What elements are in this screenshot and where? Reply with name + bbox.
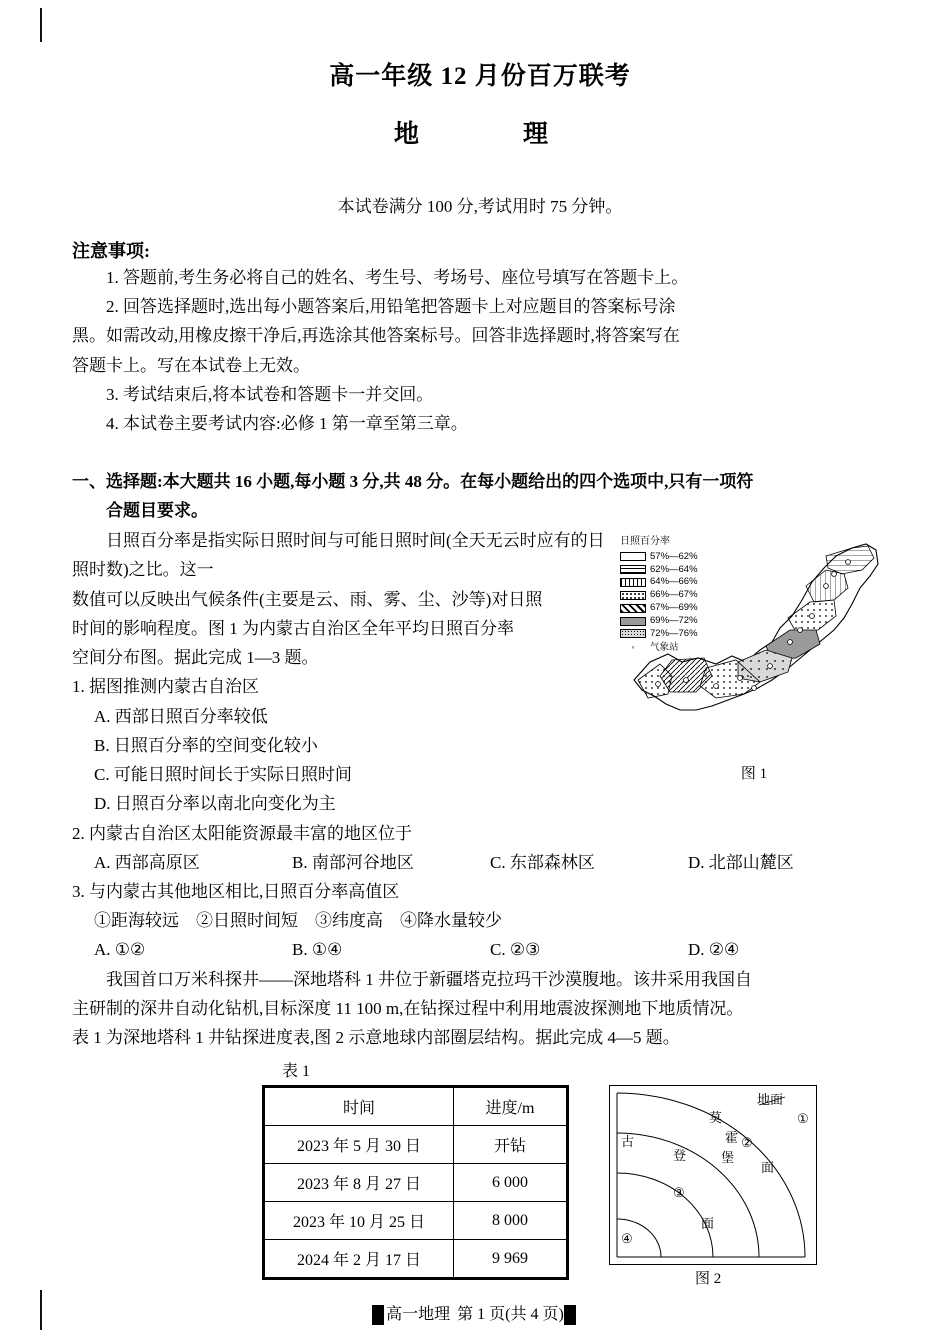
legend-swatch-icon — [620, 552, 646, 561]
notice-item: 3. 考试结束后,将本试卷和答题卡一并交回。 — [106, 384, 434, 404]
figure-1-caption: 图 1 — [740, 766, 768, 783]
map-container — [620, 530, 888, 760]
figure-2-label-moho-1: 莫 — [709, 1110, 723, 1126]
legend-swatch-icon — [620, 565, 646, 574]
notice-item: 1. 答题前,考生务必将自己的姓名、考生号、考场号、座位号填写在答题卡上。 — [106, 268, 689, 287]
legend-row — [620, 564, 698, 576]
table-cell-progress: 开钻 — [454, 1126, 567, 1164]
question-3-option-c: C. ②③ — [490, 940, 541, 960]
legend-swatch-icon — [620, 604, 646, 613]
table-cell-time: 2024 年 2 月 17 日 — [265, 1240, 454, 1278]
page-footer — [0, 1301, 950, 1325]
footer-bar-right — [564, 1305, 576, 1325]
figure-2-label-4: ④ — [621, 1231, 633, 1247]
legend-row — [620, 615, 698, 627]
material-1-line3: 时间的影响程度。图 1 为内蒙古自治区全年平均日照百分率 — [72, 618, 514, 638]
footer-bar-left — [372, 1305, 384, 1325]
question-1-option-b: B. 日照百分率的空间变化较小 — [94, 735, 318, 755]
figure-2-label-deng: 登 — [673, 1148, 687, 1164]
legend-label: 72%—76% — [650, 627, 698, 639]
figure-2-caption: 图 2 — [695, 1271, 722, 1288]
material-1-line1: 日照百分率是指实际日照时间与可能日照时间(全天无云时应有的日照时数)之比。这一 — [72, 531, 605, 580]
table-row — [265, 1240, 567, 1278]
figure-2-label-gu: 古 — [621, 1134, 635, 1150]
question-1-option-c: C. 可能日照时间长于实际日照时间 — [94, 765, 352, 785]
figure-2-label-gu-face: 面 — [701, 1216, 715, 1232]
section-heading — [72, 468, 888, 526]
notice-item: 2. 回答选择题时,选出每小题答案后,用铅笔把答题卡上对应题目的答案标号涂 — [106, 297, 676, 317]
binding-mark-top — [40, 8, 42, 42]
subject-title: 地 理 — [393, 121, 566, 148]
table-cell-time: 2023 年 8 月 27 日 — [265, 1164, 454, 1202]
table-1-outer — [262, 1085, 569, 1280]
notice-item: 4. 本试卷主要考试内容:必修 1 第一章至第三章。 — [106, 414, 468, 434]
legend-row-station — [620, 642, 698, 654]
table-row — [265, 1126, 567, 1164]
section-heading-line1: 一、选择题:本大题共 16 小题,每小题 3 分,共 48 分。在每小题给出的四个选项中,只有一项符 — [72, 472, 754, 492]
legend-row — [620, 576, 698, 588]
legend-title: 日照百分率 — [620, 536, 670, 548]
question-1-option-a: A. 西部日照百分率较低 — [94, 706, 268, 726]
material-1-line4: 空间分布图。据此完成 1—3 题。 — [72, 648, 319, 668]
notice-item: 黑。如需改动,用橡皮擦干净后,再选涂其他答案标号。回答非选择题时,将答案写在 — [72, 326, 680, 346]
legend-swatch-icon — [620, 578, 646, 587]
notice-title: 注意事项: — [72, 241, 150, 261]
table-cell-time: 2023 年 5 月 30 日 — [265, 1126, 454, 1164]
page-title: 高一年级 12 月份百万联考 — [329, 63, 631, 90]
material-2-line1: 我国首口万米科探井——深地塔科 1 井位于新疆塔克拉玛干沙漠腹地。该井采用我国自 — [106, 969, 752, 989]
question-1-option-d: D. 日照百分率以南北向变化为主 — [94, 794, 336, 814]
question-3-stem: 3. 与内蒙古其他地区相比,日照百分率高值区 — [72, 882, 400, 901]
figure-2-label-moho-5: 面 — [761, 1160, 775, 1176]
legend-label: 气象站 — [650, 641, 679, 653]
question-3-option-a: A. ①② — [94, 940, 146, 960]
figure-2-label-moho-2: 霍 — [725, 1130, 739, 1146]
legend-label: 64%—66% — [650, 576, 698, 588]
question-2-option-c: C. 东部森林区 — [490, 852, 595, 872]
legend-label: 62%—64% — [650, 563, 698, 575]
legend-row — [620, 589, 698, 601]
figure-2-label-moho-4: 堡 — [721, 1150, 735, 1166]
table-cell-time: 2023 年 10 月 25 日 — [265, 1202, 454, 1240]
legend-label: 66%—67% — [650, 589, 698, 601]
question-3-sub: ①距海较远 ②日照时间短 ③纬度高 ④降水量较少 — [94, 911, 502, 931]
full-score-line: 本试卷满分 100 分,考试用时 75 分钟。 — [337, 197, 623, 216]
legend-label: 57%—62% — [650, 550, 698, 562]
legend-swatch-icon — [620, 629, 646, 638]
map-legend — [620, 536, 698, 654]
notice-item: 答题卡上。写在本试卷上无效。 — [72, 355, 310, 375]
table-1 — [264, 1087, 567, 1278]
material-2-line3: 表 1 为深地塔科 1 井钻探进度表,图 2 示意地球内部圈层结构。据此完成 4—5 题。 — [72, 1028, 680, 1048]
legend-label: 69%—72% — [650, 615, 698, 627]
figure-2-label-2: ② — [741, 1135, 753, 1151]
table-cell-progress: 9 969 — [454, 1240, 567, 1278]
question-3-options — [72, 935, 888, 964]
table-header-time: 时间 — [265, 1088, 454, 1126]
footer-page: 第 1 页(共 4 页) — [457, 1306, 564, 1323]
material-1-line2: 数值可以反映出气候条件(主要是云、雨、雾、尘、沙等)对日照 — [72, 589, 543, 609]
legend-row — [620, 551, 698, 563]
figure-2 — [609, 1085, 819, 1288]
table-cell-progress: 6 000 — [454, 1164, 567, 1202]
legend-row — [620, 628, 698, 640]
question-3-option-d: D. ②④ — [688, 940, 740, 960]
table-cell-progress: 8 000 — [454, 1202, 567, 1240]
legend-swatch-icon — [620, 591, 646, 600]
question-2-stem: 2. 内蒙古自治区太阳能资源最丰富的地区位于 — [72, 823, 412, 843]
table-row — [265, 1202, 567, 1240]
legend-label: 67%—69% — [650, 602, 698, 614]
figure-1 — [620, 530, 888, 783]
table-row-header — [265, 1088, 567, 1126]
question-2-option-b: B. 南部河谷地区 — [292, 852, 414, 872]
material-2-line2: 主研制的深井自动化钻机,目标深度 11 100 m,在钻探过程中利用地震波探测地下地质情况。 — [72, 998, 744, 1018]
table-row — [265, 1164, 567, 1202]
section-heading-line2: 合题目要求。 — [106, 501, 208, 521]
footer-subject: 高一地理 — [386, 1306, 451, 1323]
legend-row — [620, 602, 698, 614]
figure-2-label-3: ③ — [673, 1185, 685, 1201]
question-2-options — [72, 848, 888, 877]
table-header-progress: 进度/m — [454, 1088, 567, 1126]
figure-2-label-1: ① — [797, 1111, 809, 1127]
figure-2-label-surface: 地面 — [757, 1092, 784, 1108]
legend-swatch-icon — [620, 617, 646, 626]
material-block-1 — [72, 526, 888, 818]
station-dot-icon: ◦ — [631, 642, 635, 653]
table-1-label: 表 1 — [282, 1063, 311, 1081]
table-and-figure-row — [72, 1085, 888, 1288]
question-1-stem: 1. 据图推测内蒙古自治区 — [72, 677, 259, 697]
question-2-option-d: D. 北部山麓区 — [688, 852, 794, 872]
question-2-option-a: A. 西部高原区 — [94, 852, 200, 872]
question-3-option-b: B. ①④ — [292, 940, 343, 960]
